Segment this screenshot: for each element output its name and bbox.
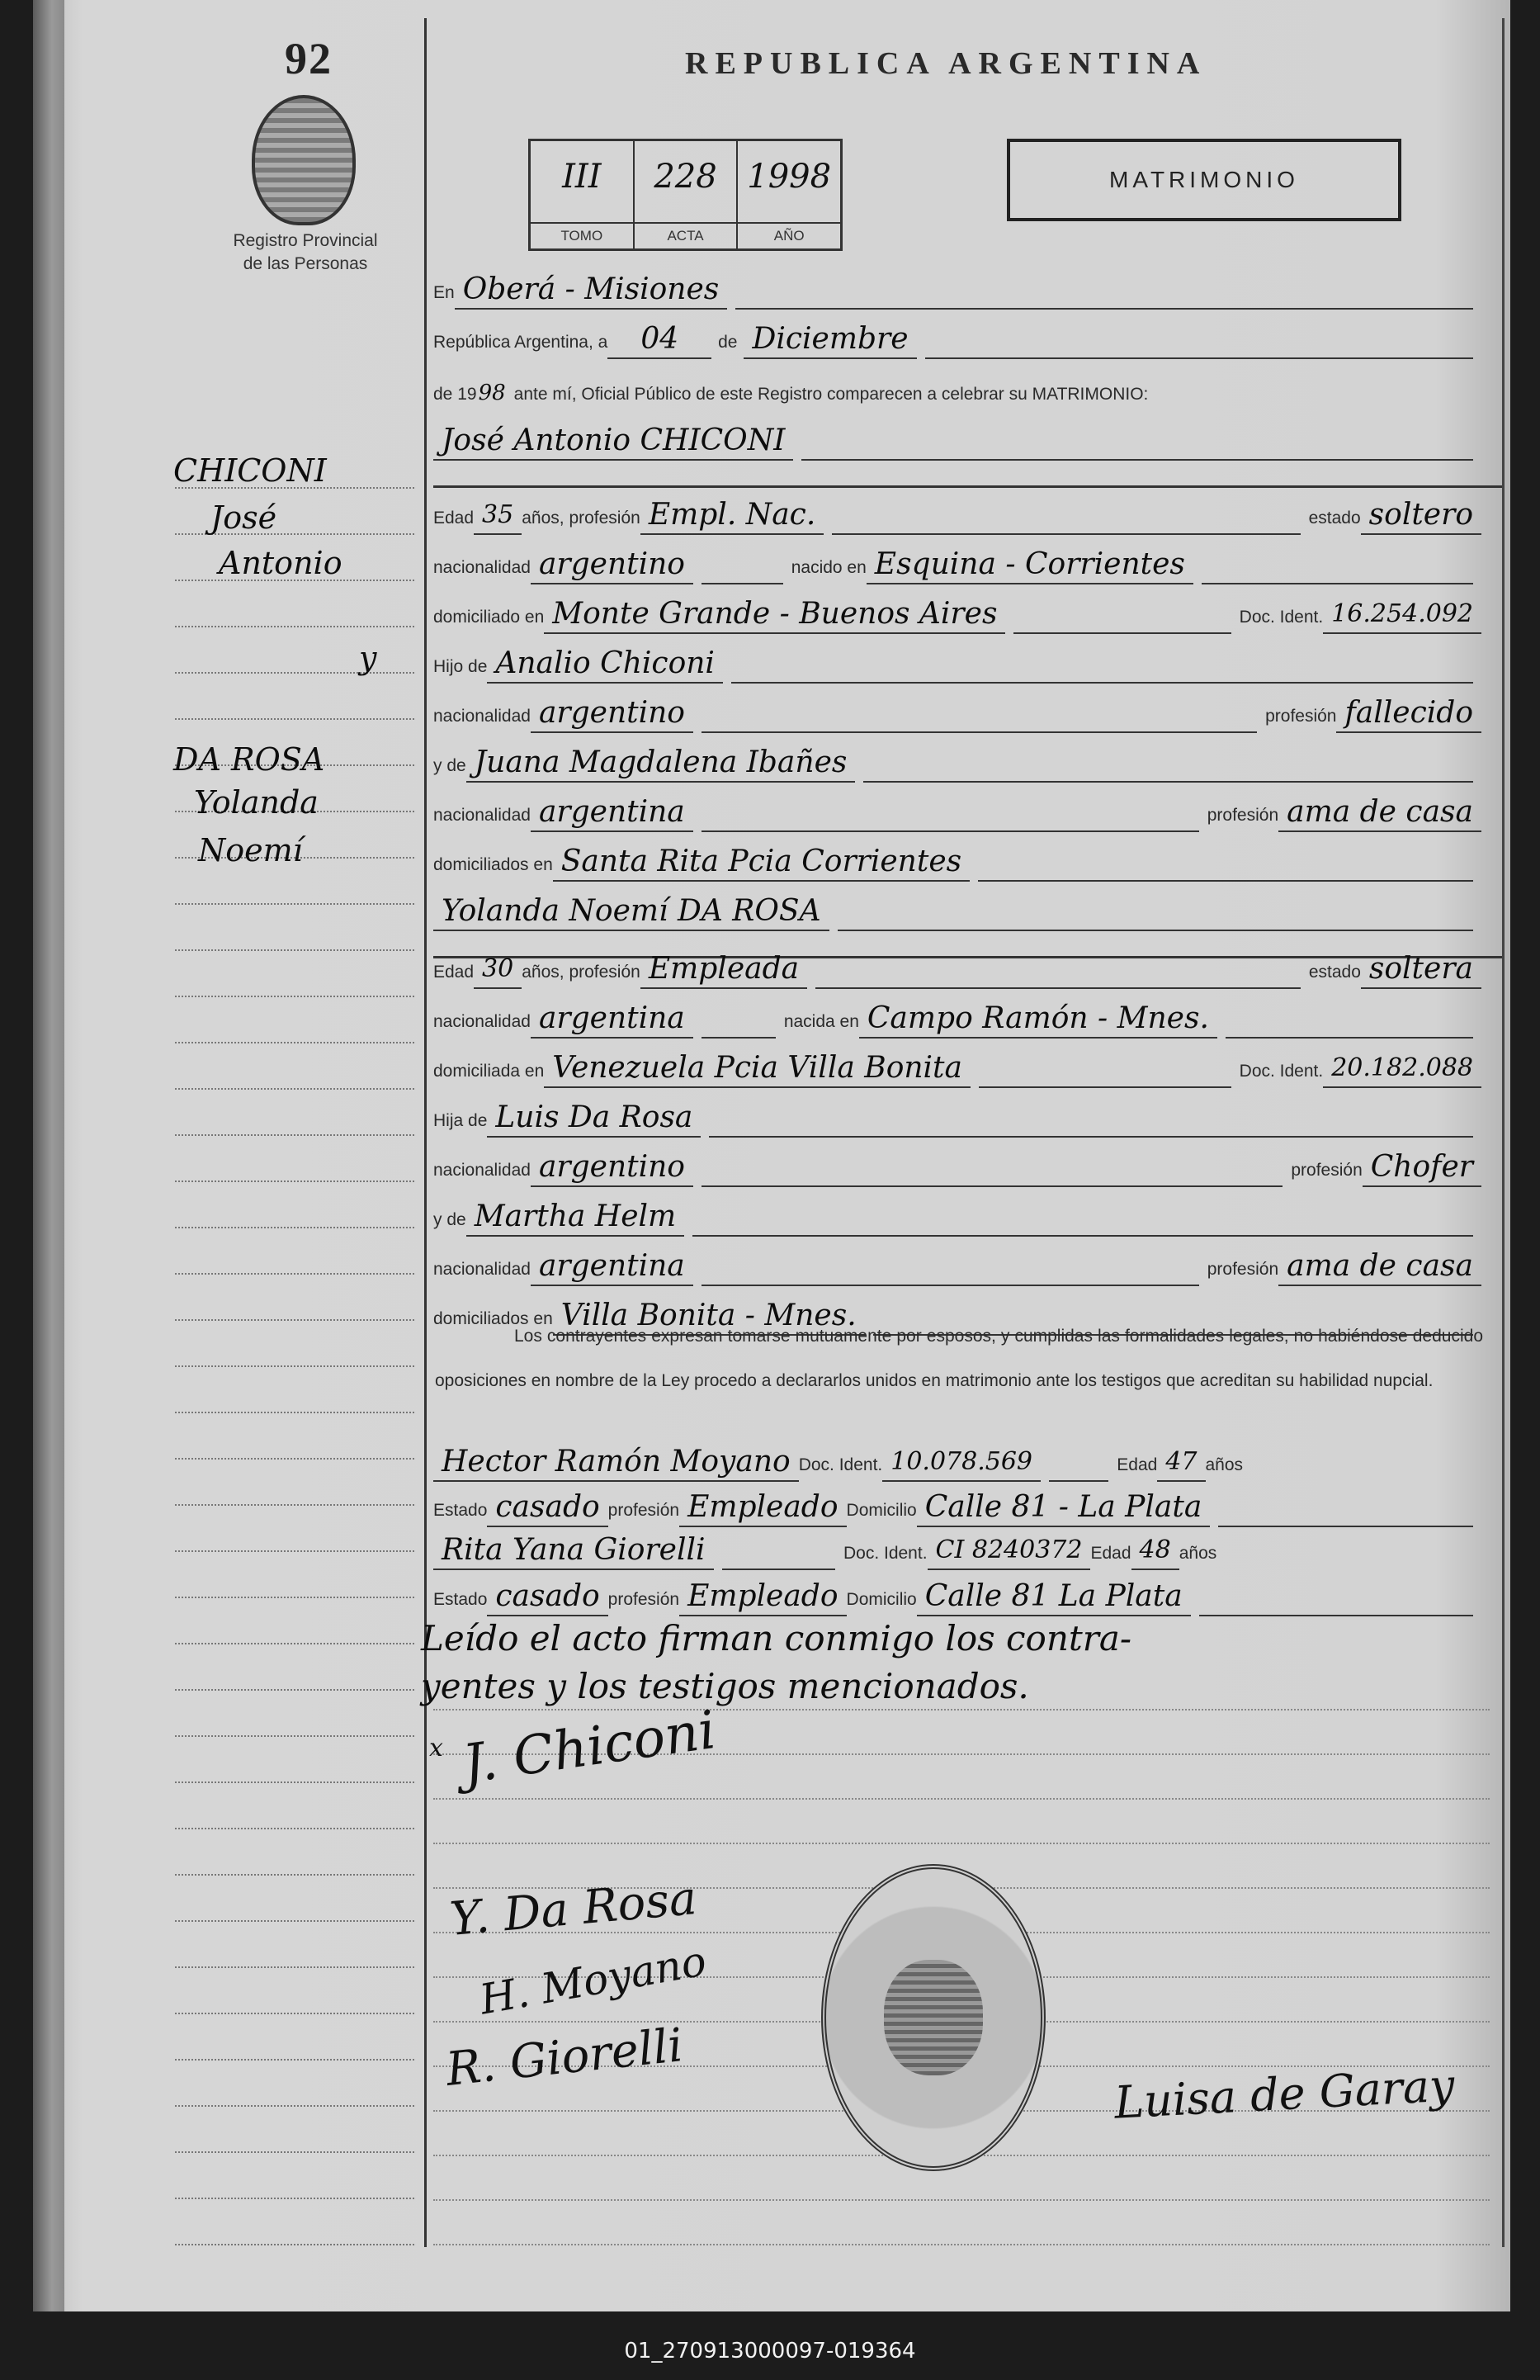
ruled-line [175,1643,414,1644]
witness1-name: Hector Ramón Moyano [433,1444,799,1482]
stamp-emblem-icon [884,1960,983,2075]
witness1-profession: Empleado [679,1489,846,1527]
row-bride-full [433,890,1481,931]
witness2-domicile: Calle 81 La Plata [917,1578,1191,1616]
ruled-line [175,1365,414,1367]
margin-bride-given2: Noemí [198,832,303,868]
signature-witness2: R. Giorelli [443,2018,686,2097]
acta-reference-box [528,139,843,251]
groom-mother: Juana Magdalena Ibañes [466,745,856,783]
bride-profession: Empleada [640,951,807,989]
place-value: Oberá - Misiones [455,272,728,310]
ruled-line [175,672,414,674]
ruled-line [175,1550,414,1552]
declaration-text: Los contrayentes expresan tomarse mutuamente por esposos, y cumplidas las formalidades legales, no habiéndose deducido oposiciones en nombre de la Ley procedo a declararlos unidos en matrimonio ante los testigos que acreditan su habilidad nupcial. [435,1327,1483,1390]
book-binding [33,0,64,2311]
document-code: 01_270913000097-019364 [624,2339,916,2363]
witness1-age: 47 [1157,1444,1205,1482]
bride-civil-status: soltera [1361,951,1481,989]
bride-parents-domicile: Villa Bonita - Mnes. [553,1298,865,1336]
ruled-line [175,1181,414,1182]
row-year: de 19 98 ante mí, Oficial Público de este Registro comparecen a celebrar su MATRIMONIO: [433,370,1481,411]
ruled-line [175,626,414,627]
row-date: República Argentina, a 04 de Diciembre [433,318,1481,359]
ruled-line [175,903,414,905]
witness2-age: 48 [1131,1532,1179,1570]
signature-groom: J. Chiconi [459,1699,720,1796]
ruled-line [433,1843,1490,1844]
acta-cell: 228 ACTA [635,141,739,248]
margin-conj: y [359,640,377,676]
groom-mother-profession: ama de casa [1278,794,1481,832]
groom-domicile: Monte Grande - Buenos Aires [544,596,1005,634]
witness1-status: casado [487,1489,607,1527]
row-groom-full [433,419,1481,461]
groom-father: Analio Chiconi [487,646,723,684]
ruled-line [175,1689,414,1691]
signature-witness1: H. Moyano [476,1937,710,2024]
groom-civil-status: soltero [1361,497,1481,535]
ruled-line [175,1458,414,1460]
ruled-line [175,1412,414,1413]
bride-row-parents-dom: domiciliados en Villa Bonita - Mnes. [433,1294,1481,1336]
bride-father: Luis Da Rosa [487,1100,701,1138]
coat-of-arms-icon [252,95,356,225]
margin-bride-surname: DA ROSA [173,741,325,778]
groom-doc: 16.254.092 [1323,596,1481,634]
row-place: En Oberá - Misiones [433,268,1481,310]
groom-full-name: José Antonio CHICONI [433,423,793,461]
bride-father-profession: Chofer [1363,1149,1481,1187]
groom-father-profession: fallecido [1336,695,1481,733]
groom-row-age: Edad 35 años, profesión Empl. Nac. estado soltero [433,494,1481,535]
ruled-line [175,2244,414,2245]
groom-row-father-nat: nacionalidad argentino profesión fallecido [433,692,1481,733]
groom-row-parents-dom: domiciliados en Santa Rita Pcia Corrientes [433,840,1481,882]
day-value: 04 [607,321,711,359]
ruled-line [433,1798,1490,1800]
ruled-line [175,1828,414,1829]
ruled-line [175,1920,414,1922]
margin-divider [424,18,427,2247]
bride-doc: 20.182.088 [1323,1050,1481,1088]
margin-groom-given2: Antonio [219,545,342,581]
groom-age: 35 [474,497,522,535]
page-number: 92 [285,34,333,83]
page-title: REPUBLICA ARGENTINA [685,46,1207,81]
ruled-line [175,1134,414,1136]
register-page [33,0,1510,2311]
signature-mark: x [429,1734,443,1763]
ruled-line [175,1042,414,1043]
witness2-doc: CI 8240372 [928,1532,1091,1570]
bride-row-age: Edad 30 años, profesión Empleada estado soltera [433,948,1481,989]
ruled-line [175,949,414,951]
closing-line2: yentes y los testigos mencionados. [421,1666,1029,1706]
witness1-doc: 10.078.569 [882,1444,1041,1482]
witness1-row-status: Estado casado profesión Empleado Domicilio Calle 81 - La Plata [433,1486,1481,1527]
ruled-line [175,2013,414,2014]
ruled-line [175,996,414,997]
bride-row-mother-nat: nacionalidad argentina profesión ama de casa [433,1245,1481,1286]
ruled-line [175,1597,414,1598]
witness2-row-status: Estado casado profesión Empleado Domicilio Calle 81 La Plata [433,1575,1481,1616]
ruled-line [175,1088,414,1090]
bride-row-father: Hija de Luis Da Rosa [433,1096,1481,1138]
ruled-line [433,1709,1490,1710]
section-divider [433,485,1502,488]
bride-mother: Martha Helm [466,1199,684,1237]
groom-profession: Empl. Nac. [640,497,824,535]
ruled-line [433,2199,1490,2201]
witness1-domicile: Calle 81 - La Plata [917,1489,1211,1527]
groom-nationality: argentino [531,547,693,584]
margin-groom-surname: CHICONI [173,452,327,489]
ruled-line [175,1227,414,1228]
ruled-line [175,1781,414,1783]
groom-row-mother-nat: nacionalidad argentina profesión ama de casa [433,791,1481,832]
record-type-box: MATRIMONIO [1007,139,1401,221]
bride-domicile: Venezuela Pcia Villa Bonita [544,1050,971,1088]
groom-row-nationality: nacionalidad argentino nacido en Esquina - Corrientes [433,543,1481,584]
witness2-profession: Empleado [679,1578,846,1616]
groom-mother-nationality: argentina [531,794,693,832]
ruled-line [433,2244,1490,2245]
ruled-line [175,1966,414,1968]
groom-row-mother: y de Juana Magdalena Ibañes [433,741,1481,783]
groom-row-father: Hijo de Analio Chiconi [433,642,1481,684]
ruled-line [175,2105,414,2107]
witness1-row-name: Hector Ramón Moyano Doc. Ident. 10.078.569 Edad 47 años [433,1441,1481,1482]
bride-row-father-nat: nacionalidad argentino profesión Chofer [433,1146,1481,1187]
bride-birthplace: Campo Ramón - Mnes. [859,1001,1217,1039]
bride-mother-nationality: argentina [531,1248,693,1286]
bride-nationality: argentina [531,1001,693,1039]
bride-full-name: Yolanda Noemí DA ROSA [433,893,829,931]
ano-cell: 1998 AÑO [738,141,840,248]
bride-mother-profession: ama de casa [1278,1248,1481,1286]
bride-row-mother: y de Martha Helm [433,1195,1481,1237]
ruled-line [175,2198,414,2199]
signature-official: Luisa de Garay [1112,2059,1456,2129]
bride-father-nationality: argentino [531,1149,693,1187]
groom-parents-domicile: Santa Rita Pcia Corrientes [553,844,970,882]
year-value: 98 [478,381,506,405]
margin-groom-given1: José [210,499,277,536]
ruled-line [175,1735,414,1737]
witness2-name: Rita Yana Giorelli [433,1532,714,1570]
bride-row-nationality: nacionalidad argentina nacida en Campo Ramón - Mnes. [433,997,1481,1039]
margin-bride-given1: Yolanda [194,784,319,821]
ruled-line [175,2151,414,2153]
tomo-cell: III TOMO [531,141,635,248]
ruled-line [175,718,414,720]
ruled-line [175,1319,414,1321]
groom-father-nationality: argentino [531,695,693,733]
ruled-line [175,1504,414,1506]
ruled-line [175,1273,414,1275]
witness2-status: casado [487,1578,607,1616]
bride-age: 30 [474,951,522,989]
closing-line1: Leído el acto firman conmigo los contra- [421,1618,1132,1658]
right-border [1502,18,1505,2247]
groom-row-domicile: domiciliado en Monte Grande - Buenos Aires Doc. Ident. 16.254.092 [433,593,1481,634]
ruled-line [175,1874,414,1876]
witness2-row-name: Rita Yana Giorelli Doc. Ident. CI 8240372 Edad 48 años [433,1529,1481,1570]
ruled-line [175,2059,414,2061]
signature-bride: Y. Da Rosa [447,1871,699,1947]
bride-row-domicile: domiciliada en Venezuela Pcia Villa Bonita Doc. Ident. 20.182.088 [433,1047,1481,1088]
month-value: Diciembre [744,321,916,359]
institution-name: Registro Provincial de las Personas [233,231,378,273]
official-stamp-seal [821,1864,1046,2171]
groom-birthplace: Esquina - Corrientes [867,547,1193,584]
